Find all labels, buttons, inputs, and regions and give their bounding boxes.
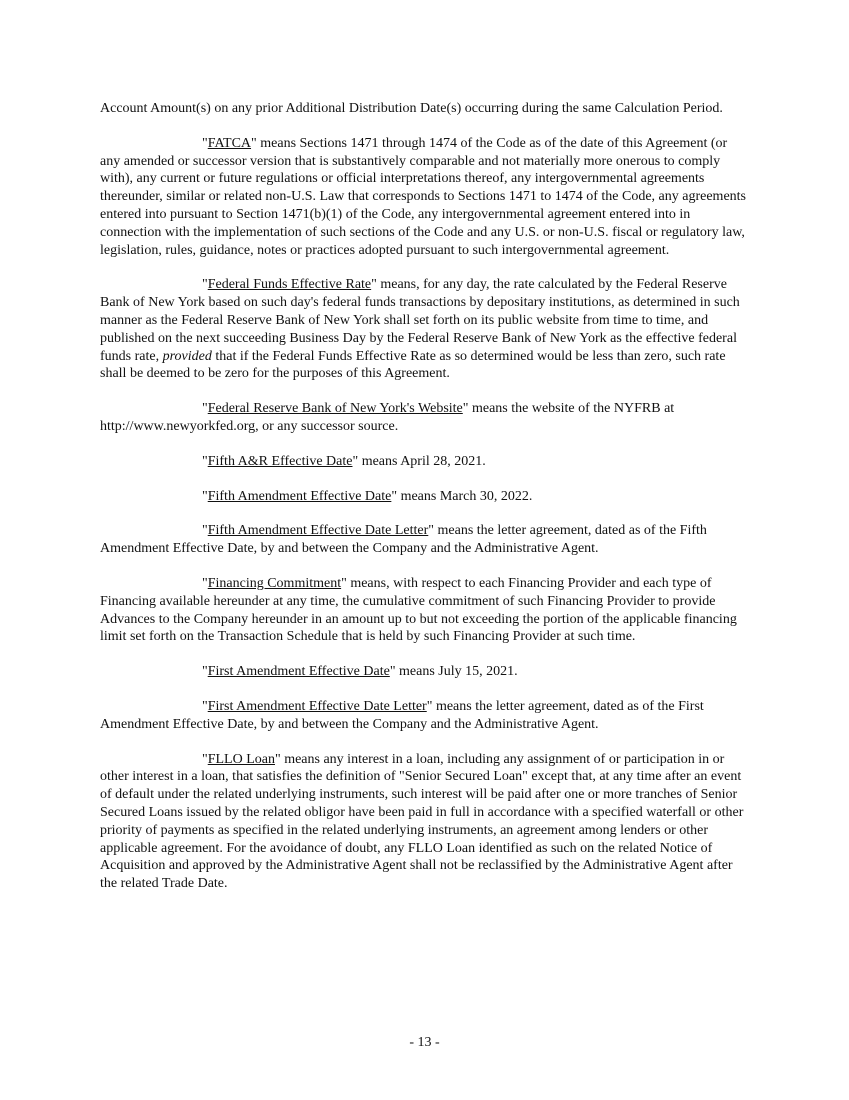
definition-financing-commitment: "Financing Commitment" means, with respect to each Financing Provider and each type of Financing available hereunder at any time, the cumulative commitment of such Financing Provider to provide Advances to the Company hereunder in an amount up to but not exceeding the portion of the applicable financing limit set forth on the Transaction Schedule that is held by such Financing Provider at such time. [100, 575, 737, 645]
defined-term: Federal Reserve Bank of New York's Website [207, 401, 463, 417]
defined-term: Fifth A&R Effective Date [207, 453, 353, 469]
definition-federal-funds-effective-rate: "Federal Funds Effective Rate" means, for any day, the rate calculated by the Federal Reserve Bank of New York based on such day's federal funds transactions by depositary institutions, as determined in such manner as the Federal Reserve Bank of New York shall set forth on its public website from time to time, and published on the next succeeding Business Day by the Federal Reserve Bank of New York as the effective federal funds rate, provided that if the Federal Funds Effective Rate as so determined would be less than zero, such rate shall be deemed to be zero for the purposes of this Agreement. [100, 277, 740, 382]
defined-term: First Amendment Effective Date [207, 664, 390, 680]
defined-term: Fifth Amendment Effective Date Letter [207, 523, 429, 539]
defined-term: FATCA [207, 135, 252, 151]
defined-term: Federal Funds Effective Rate [207, 277, 372, 293]
definition-text-after: that if the Federal Funds Effective Rate as so determined would be less than zero, such rate shall be deemed to be zero for the purposes of this Agreement. [100, 348, 726, 382]
definition-first-amendment-effective-date: "First Amendment Effective Date" means July 15, 2021. [202, 664, 518, 680]
definition-fifth-amendment-letter: "Fifth Amendment Effective Date Letter" means the letter agreement, dated as of the Fifth Amendment Effective Date, by and between the Company and the Administrative Agent. [100, 523, 707, 557]
definition-text: " means April 28, 2021. [352, 453, 486, 469]
definition-text: " means the letter agreement, dated as of the Fifth Amendment Effective Date, by and between the Company and the Administrative Agent. [100, 523, 707, 557]
definition-fifth-amendment-effective-date: "Fifth Amendment Effective Date" means March 30, 2022. [202, 488, 533, 504]
definition-text: " means Sections 1471 through 1474 of the Code as of the date of this Agreement (or any amended or successor version that is substantively comparable and not materially more onerous to comply with), any current or future regulations or official interpretations thereof, any intergovernmental agreements thereunder, similar or related non-U.S. Law that corresponds to Sections 1471 to 1474 of the Code, any agreements entered into pursuant to Section 1471(b)(1) of the Code, any intergovernmental agreement entered into in connection with the implementation of such sections of the Code and any U.S. or non-U.S. fiscal or regulatory law, legislation, rules, guidance, notes or practices adopted pursuant to such intergovernmental agreement. [100, 135, 746, 258]
defined-term: First Amendment Effective Date Letter [207, 698, 427, 714]
definition-first-amendment-letter: "First Amendment Effective Date Letter" means the letter agreement, dated as of the First Amendment Effective Date, by and between the Company and the Administrative Agent. [100, 698, 704, 732]
definition-text: " means March 30, 2022. [391, 488, 533, 504]
definition-fllo-loan: "FLLO Loan" means any interest in a loan, including any assignment of or participation in or other interest in a loan, that satisfies the definition of "Senior Secured Loan" except that, at any time after an event of default under the related underlying instruments, such interest will be paid after one or more tranches of Senior Secured Loans issued by the related obligor have been paid in full in accordance with a specified waterfall or other priority of payments as specified in the related underlying instruments, an agreement among lenders or other applicable agreement. For the avoidance of doubt, any FLLO Loan identified as such on the related Notice of Acquisition and approved by the Administrative Agent shall not be reclassified by the Administrative Agent after the related Trade Date. [100, 751, 744, 892]
defined-term: Fifth Amendment Effective Date [207, 488, 392, 504]
definition-text: " means July 15, 2021. [389, 664, 518, 680]
definition-text: " means, with respect to each Financing Provider and each type of Financing available hereunder at any time, the cumulative commitment of such Financing Provider to provide Advances to the Company hereunder in an amount up to but not exceeding the portion of the applicable financing limit set forth on the Transaction Schedule that is held by such Financing Provider at such time. [100, 575, 737, 645]
definition-fatca: "FATCA" means Sections 1471 through 1474 of the Code as of the date of this Agreement (or any amended or successor version that is substantively comparable and not materially more onerous to comply with), any current or future regulations or official interpretations thereof, any intergovernmental agreements thereunder, similar or related non-U.S. Law that corresponds to Sections 1471 to 1474 of the Code, any agreements entered into pursuant to Section 1471(b)(1) of the Code, any intergovernmental agreement entered into in connection with the implementation of such sections of the Code and any U.S. or non-U.S. fiscal or regulatory law, legislation, rules, guidance, notes or practices adopted pursuant to such intergovernmental agreement. [100, 135, 746, 258]
continuation-paragraph: Account Amount(s) on any prior Additional Distribution Date(s) occurring during the same Calculation Period. [100, 101, 723, 116]
definition-text: " means the website of the NYFRB at http://www.newyorkfed.org, or any successor source. [100, 401, 675, 434]
definition-text: " means any interest in a loan, including any assignment of or participation in or other interest in a loan, that satisfies the definition of "Senior Secured Loan" except that, at any time after an event of default under the related underlying instruments, such interest will be paid after one or more tranches of Senior Secured Loans issued by the related obligor have been paid in full in accordance with a specified waterfall or other priority of payments as specified in the related underlying instruments, an agreement among lenders or other applicable agreement. For the avoidance of doubt, any FLLO Loan identified as such on the related Notice of Acquisition and approved by the Administrative Agent shall not be reclassified by the Administrative Agent after the related Trade Date. [100, 751, 744, 892]
page-number: - 13 - [409, 1035, 440, 1050]
defined-term: Financing Commitment [207, 575, 342, 591]
defined-term: FLLO Loan [207, 751, 275, 767]
definition-emphasis: provided [162, 348, 212, 364]
definition-nyfrb-website: "Federal Reserve Bank of New York's Website" means the website of the NYFRB at http://www.newyorkfed.org, or any successor source. [100, 401, 675, 434]
definition-text: " means, for any day, the rate calculated by the Federal Reserve Bank of New York based on such day's federal funds transactions by depositary institutions, as determined in such manner as the Federal Reserve Bank of New York shall set forth on its public website from time to time, and published on the next succeeding Business Day by the Federal Reserve Bank of New York as the effective federal funds rate, [100, 277, 740, 364]
definition-text: " means the letter agreement, dated as of the First Amendment Effective Date, by and between the Company and the Administrative Agent. [100, 698, 704, 732]
definition-fifth-ar-effective-date: "Fifth A&R Effective Date" means April 28, 2021. [202, 453, 486, 469]
document-body [100, 100, 746, 910]
